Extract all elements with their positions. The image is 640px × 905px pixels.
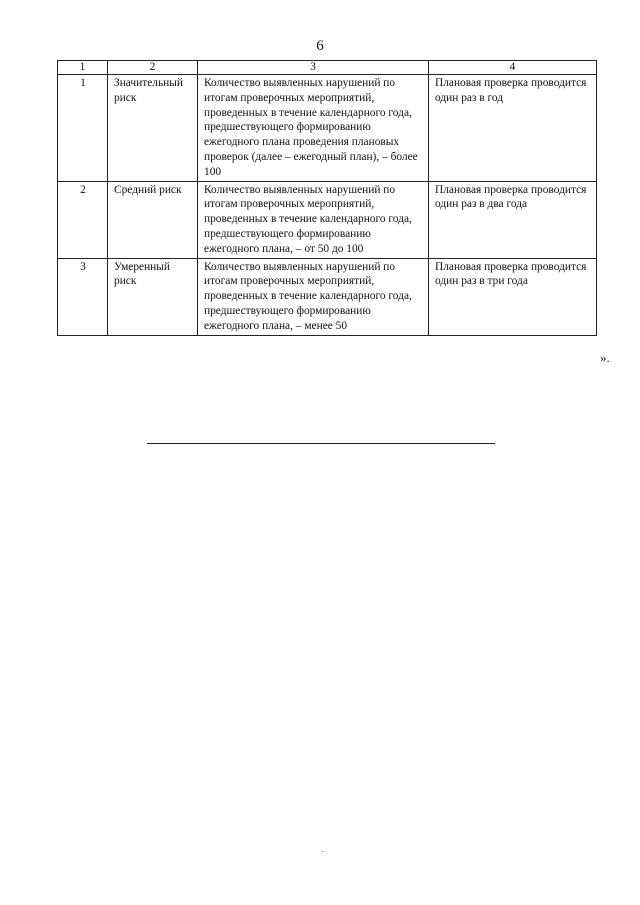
header-cell-4: 4 [429, 61, 597, 75]
header-cell-1: 1 [58, 61, 108, 75]
risk-category-table [57, 60, 597, 336]
risk-level-cell: Средний риск [108, 181, 198, 258]
table-row [58, 75, 597, 182]
inspection-frequency-cell: Плановая проверка проводится один раз в год [429, 75, 597, 182]
risk-level-cell: Умеренный риск [108, 258, 198, 335]
page-number: 6 [316, 38, 324, 54]
risk-criterion-cell: Количество выявленных нарушений по итогам проверочных мероприятий, проведенных в течение календарного года, предшествующего формированию ежегодного плана проведения плановых проверок (далее – ежегодный план), – более 100 [198, 75, 429, 182]
header-cell-3: 3 [198, 61, 429, 75]
risk-level-cell: Значительный риск [108, 75, 198, 182]
header-cell-2: 2 [108, 61, 198, 75]
risk-criterion-cell: Количество выявленных нарушений по итогам проверочных мероприятий, проведенных в течение календарного года, предшествующего формированию ежегодного плана, – менее 50 [198, 258, 429, 335]
table-header-row [58, 61, 597, 75]
inspection-frequency-cell: Плановая проверка проводится один раз в три года [429, 258, 597, 335]
scan-speck [322, 851, 323, 852]
row-number: 3 [58, 258, 108, 335]
table-row [58, 181, 597, 258]
table-row [58, 258, 597, 335]
risk-criterion-cell: Количество выявленных нарушений по итогам проверочных мероприятий, проведенных в течение календарного года, предшествующего формированию ежегодного плана, – от 50 до 100 [198, 181, 429, 258]
row-number: 1 [58, 75, 108, 182]
closing-quote-mark: ». [600, 350, 610, 365]
end-of-document-rule [147, 443, 495, 444]
row-number: 2 [58, 181, 108, 258]
inspection-frequency-cell: Плановая проверка проводится один раз в два года [429, 181, 597, 258]
